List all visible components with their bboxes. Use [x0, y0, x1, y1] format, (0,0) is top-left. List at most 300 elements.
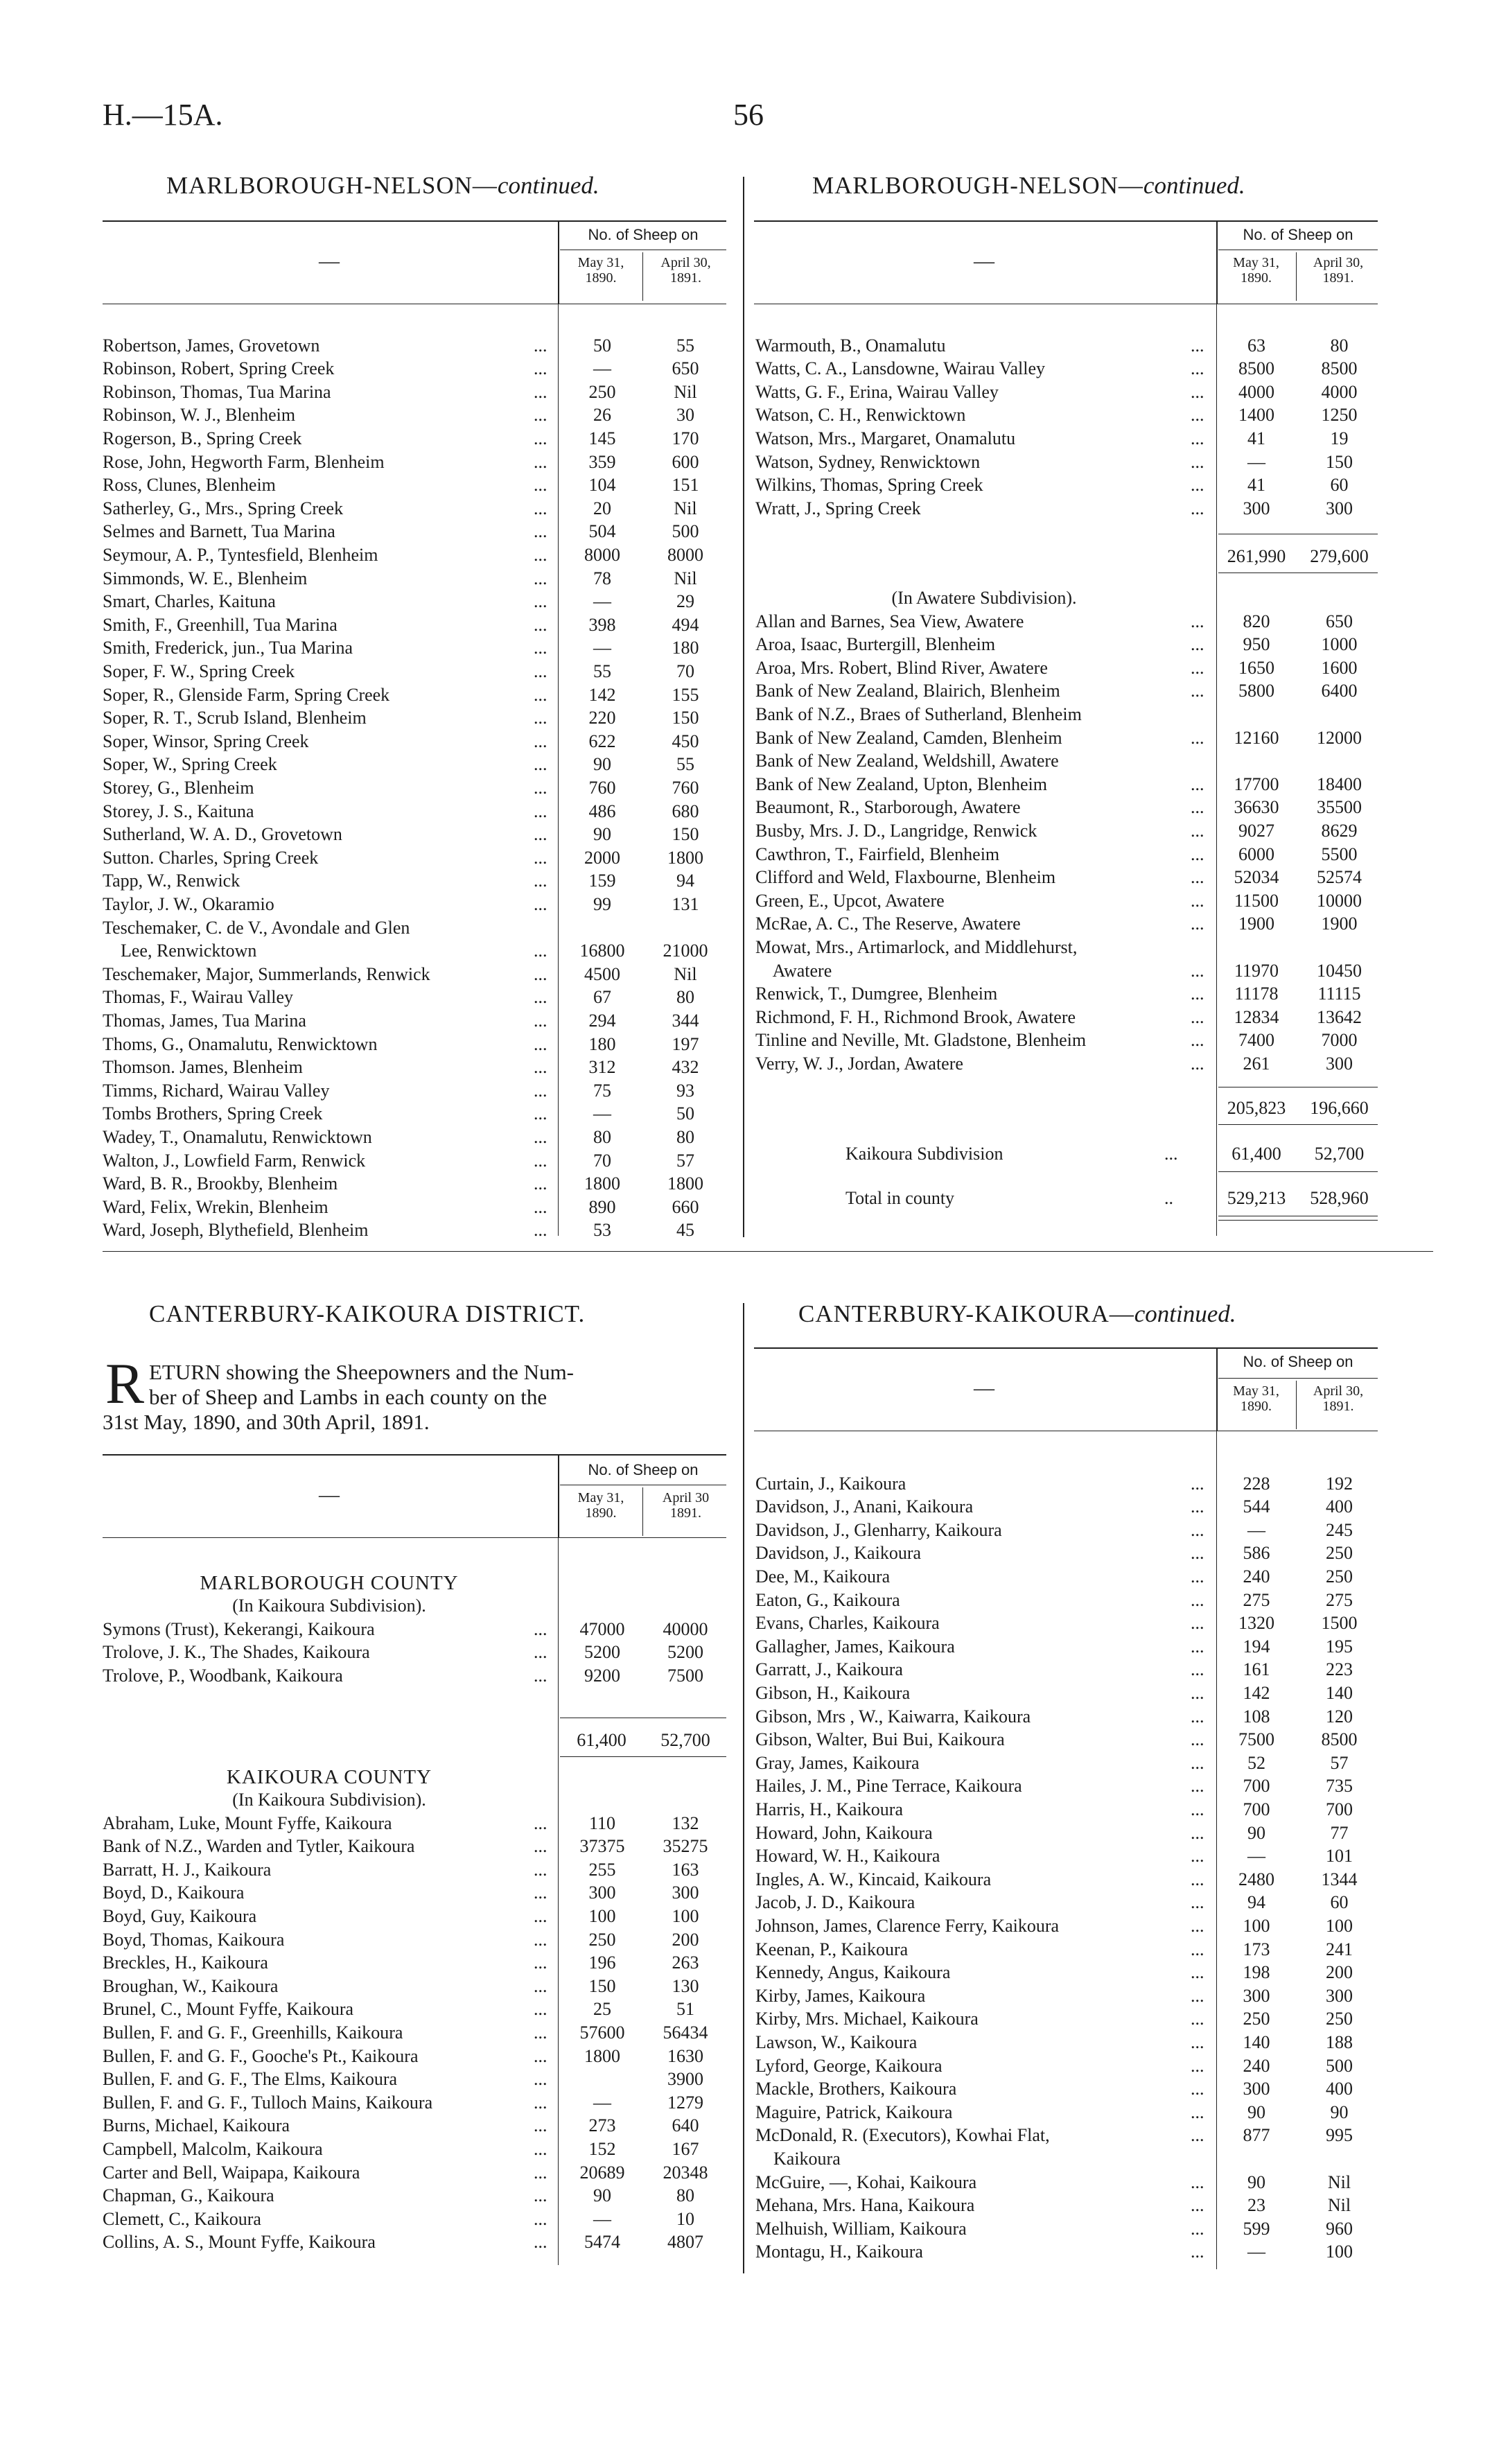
- table-row: [755, 843, 1379, 866]
- count-1891: 13642: [1317, 1006, 1362, 1027]
- table-row: [755, 796, 1379, 819]
- table-row: [103, 1998, 726, 2021]
- leader-dots: ...: [534, 591, 547, 612]
- count-1891: 19: [1330, 428, 1349, 448]
- count-1891: 80: [676, 1126, 694, 1147]
- count-1891: 5500: [1321, 844, 1358, 864]
- owner-name: Busby, Mrs. J. D., Langridge, Renwick: [755, 820, 1037, 841]
- count-1891: 100: [672, 1905, 699, 1926]
- intro-line-3: 31st May, 1890, and 30th April, 1891.: [103, 1410, 430, 1434]
- count-1891: 700: [1326, 1799, 1353, 1819]
- owner-name: Ward, Joseph, Blythefield, Blenheim: [103, 1220, 369, 1241]
- count-1890: 161: [1243, 1659, 1270, 1680]
- count-1890: 55: [593, 661, 611, 681]
- owner-name: Ward, B. R., Brookby, Blenheim: [103, 1173, 338, 1194]
- owner-name: Kirby, Mrs. Michael, Kaikoura: [755, 2009, 979, 2029]
- owner-name: Chapman, G., Kaikoura: [103, 2185, 274, 2206]
- rule: [1218, 1124, 1378, 1125]
- count-1890: 20: [593, 498, 611, 518]
- table-row: [103, 707, 726, 730]
- count-1891: 52574: [1317, 867, 1362, 888]
- rule: [558, 1454, 559, 1537]
- owner-name: Curtain, J., Kaikoura: [755, 1473, 906, 1494]
- owner-name: Smith, Frederick, jun., Tua Marina: [103, 638, 353, 658]
- owner-name: Davidson, J., Glenharry, Kaikoura: [755, 1519, 1002, 1540]
- leader-dots: ...: [534, 987, 547, 1008]
- count-1891: 344: [672, 1010, 699, 1031]
- leader-dots: ...: [1191, 2242, 1204, 2262]
- owner-name: Gibson, Mrs , W., Kaiwarra, Kaikoura: [755, 1706, 1031, 1727]
- count-1891: 8500: [1321, 358, 1358, 379]
- table-row: [755, 2147, 1379, 2170]
- count-1891: 5200: [667, 1642, 703, 1663]
- table-row: [755, 1961, 1379, 1984]
- count-1891: 20348: [663, 2162, 708, 2183]
- count-1890: 173: [1243, 1939, 1270, 1959]
- table-row: [103, 1882, 726, 1905]
- owner-name: Teschemaker, C. de V., Avondale and Glen: [103, 917, 410, 938]
- owner-name: Hailes, J. M., Pine Terrace, Kaikoura: [755, 1776, 1022, 1797]
- leader-dots: ...: [1191, 657, 1204, 678]
- rule: [103, 1454, 726, 1456]
- table-row: [103, 334, 726, 357]
- leader-dots: ...: [534, 2045, 547, 2066]
- owner-name: Wratt, J., Spring Creek: [755, 498, 921, 518]
- owner-name: Ross, Clunes, Blenheim: [103, 475, 276, 496]
- owner-name: Soper, F. W., Spring Creek: [103, 661, 295, 681]
- table-row: [103, 846, 726, 869]
- count-1890: 78: [593, 568, 611, 588]
- leader-dots: ...: [534, 661, 547, 681]
- table-row: [755, 2008, 1379, 2031]
- count-1891: 4807: [667, 2232, 703, 2253]
- leader-dots: ...: [534, 1103, 547, 1124]
- count-1891: 1250: [1321, 405, 1358, 426]
- owner-name: Robertson, James, Grovetown: [103, 335, 320, 356]
- owner-name: Davidson, J., Anani, Kaikoura: [755, 1496, 974, 1517]
- owner-name: Keenan, P., Kaikoura: [755, 1939, 909, 1959]
- owner-name: Timms, Richard, Wairau Valley: [103, 1080, 330, 1101]
- count-1891: 60: [1330, 475, 1349, 496]
- owner-name: Bank of New Zealand, Camden, Blenheim: [755, 727, 1062, 748]
- table-row: [755, 2101, 1379, 2124]
- leader-dots: ...: [534, 2138, 547, 2159]
- leader-dots: ...: [1191, 1682, 1204, 1703]
- count-1891: 57: [1330, 1752, 1349, 1773]
- table-row: [103, 2068, 726, 2091]
- count-1890: 760: [588, 777, 616, 798]
- count-1891: 494: [672, 614, 699, 635]
- count-1891: 640: [672, 2115, 699, 2136]
- count-1890: 2480: [1238, 1869, 1274, 1889]
- owner-name: Gray, James, Kaikoura: [755, 1752, 920, 1773]
- right-bottom-header-col2: April 30, 1891.: [1313, 1383, 1364, 1414]
- leader-dots: ...: [534, 801, 547, 821]
- rule: [754, 1347, 1378, 1349]
- count-1891: 760: [672, 777, 699, 798]
- leader-dots: ...: [1191, 475, 1204, 496]
- right-top-header-dash: —: [974, 250, 994, 272]
- count-1890: —: [593, 638, 611, 658]
- leader-dots: ...: [1191, 1892, 1204, 1913]
- leader-dots: ...: [534, 708, 547, 728]
- table-row: [103, 2021, 726, 2044]
- owner-name: Thomas, F., Wairau Valley: [103, 987, 294, 1008]
- owner-name: Wilkins, Thomas, Spring Creek: [755, 475, 983, 496]
- leader-dots: ...: [534, 1812, 547, 1833]
- leader-dots: ...: [1191, 2218, 1204, 2239]
- table-row: [755, 1775, 1379, 1798]
- count-1890: 108: [1243, 1706, 1270, 1727]
- count-1890: 599: [1243, 2218, 1270, 2239]
- count-1891: 150: [1326, 451, 1353, 472]
- table-row: [103, 1905, 726, 1928]
- leader-dots: ...: [1191, 1869, 1204, 1889]
- leader-dots: ...: [1191, 867, 1204, 888]
- count-1890: 52: [1247, 1752, 1265, 1773]
- count-1890: 250: [588, 1929, 616, 1950]
- kaikoura-county-sub: (In Kaikoura Subdivision).: [232, 1790, 426, 1810]
- table-row: [755, 889, 1379, 912]
- owner-name: Rose, John, Hegworth Farm, Blenheim: [103, 451, 385, 472]
- count-1890: 312: [588, 1057, 616, 1078]
- count-1891: 995: [1326, 2125, 1353, 2146]
- count-1890: 486: [588, 801, 616, 821]
- count-1891: 400: [1326, 2079, 1353, 2099]
- table-row: [755, 474, 1379, 497]
- table-row: [755, 1681, 1379, 1704]
- owner-name: Satherley, G., Mrs., Spring Creek: [103, 498, 344, 518]
- table-row: [755, 726, 1379, 749]
- table-row: [103, 1009, 726, 1032]
- left-bottom-header-col1: May 31, 1890.: [577, 1490, 624, 1521]
- count-1891: 8000: [667, 544, 703, 565]
- leader-dots: ...: [1191, 1915, 1204, 1936]
- owner-name: Watson, Sydney, Renwicktown: [755, 451, 981, 472]
- count-1891: 432: [672, 1057, 699, 1078]
- leader-dots: ...: [1191, 727, 1204, 748]
- table-row: [755, 334, 1379, 357]
- count-1890: 80: [593, 1126, 611, 1147]
- count-1890: 11970: [1234, 960, 1279, 981]
- table-row: [103, 1975, 726, 1998]
- leader-dots: ...: [1191, 358, 1204, 379]
- count-1890: 261: [1243, 1053, 1270, 1074]
- right-top-header-group: No. of Sheep on: [1243, 226, 1353, 243]
- leader-dots: ...: [1191, 1496, 1204, 1517]
- count-1891: 300: [672, 1882, 699, 1903]
- rule: [1218, 1378, 1378, 1379]
- right-bottom-header-group: No. of Sheep on: [1243, 1353, 1353, 1370]
- count-1891: 151: [672, 475, 699, 496]
- count-1891: 735: [1326, 1776, 1353, 1797]
- count-1891: Nil: [674, 498, 697, 518]
- table-row: [755, 1845, 1379, 1868]
- count-1890: 12160: [1234, 727, 1279, 748]
- count-1890: 890: [588, 1196, 616, 1217]
- table-row: [103, 1126, 726, 1148]
- leader-dots: ...: [1191, 405, 1204, 426]
- owner-name: McRae, A. C., The Reserve, Awatere: [755, 914, 1021, 934]
- count-1890: 504: [588, 521, 616, 542]
- count-1890: 275: [1243, 1589, 1270, 1610]
- table-row: [755, 2031, 1379, 2054]
- table-row: [103, 2208, 726, 2230]
- owner-name: Storey, J. S., Kaituna: [103, 801, 254, 821]
- right-bottom-title: CANTERBURY-KAIKOURA—continued.: [798, 1300, 1236, 1327]
- count-1890: 2000: [584, 847, 620, 868]
- owner-name: Bank of N.Z., Braes of Sutherland, Blenheim: [755, 704, 1082, 724]
- count-1890: 586: [1243, 1543, 1270, 1564]
- count-1891: 223: [1326, 1659, 1353, 1680]
- table-row: [755, 1914, 1379, 1937]
- count-1890: 300: [1243, 2079, 1270, 2099]
- count-1891: 80: [676, 987, 694, 1008]
- count-1890: 7500: [1238, 1729, 1274, 1750]
- table-row: [755, 936, 1379, 959]
- owner-name: Dee, M., Kaikoura: [755, 1566, 891, 1587]
- count-1891: 163: [672, 1859, 699, 1880]
- count-1891: 300: [1326, 498, 1353, 518]
- count-1891: 45: [676, 1220, 694, 1241]
- count-1890: 52034: [1234, 867, 1279, 888]
- count-1890: 7400: [1238, 1030, 1274, 1051]
- leader-dots: ...: [1191, 428, 1204, 448]
- count-1891: 650: [672, 358, 699, 379]
- count-1890: 300: [1243, 1985, 1270, 2006]
- left-bottom-title: CANTERBURY-KAIKOURA DISTRICT.: [149, 1300, 586, 1327]
- table-row: [103, 1173, 726, 1196]
- table-row: [103, 567, 726, 590]
- leader-dots: ...: [534, 2232, 547, 2253]
- count-1891: 80: [1330, 335, 1349, 356]
- owner-name: Sutton. Charles, Spring Creek: [103, 847, 319, 868]
- leader-dots: ...: [1191, 1473, 1204, 1494]
- leader-dots: ...: [534, 2092, 547, 2113]
- leader-dots: ...: [534, 1618, 547, 1639]
- table-row: [103, 2045, 726, 2068]
- table-row: [755, 1891, 1379, 1914]
- owner-name: Davidson, J., Kaikoura: [755, 1543, 922, 1564]
- count-1890: 104: [588, 475, 616, 496]
- count-1890: 240: [1243, 1566, 1270, 1587]
- owner-name: Tapp, W., Renwick: [103, 871, 240, 891]
- table-row: [103, 800, 726, 823]
- count-1890: 142: [1243, 1682, 1270, 1703]
- count-1890: 220: [588, 708, 616, 728]
- table-row: [755, 703, 1379, 726]
- owner-name: Walton, J., Lowfield Farm, Renwick: [103, 1150, 366, 1171]
- count-1891: 10000: [1317, 890, 1362, 911]
- leader-dots: ...: [1191, 1962, 1204, 1983]
- count-1890: 359: [588, 451, 616, 472]
- count-1890: 57600: [579, 2022, 625, 2043]
- count-1891: 55: [676, 335, 694, 356]
- table-row: [103, 427, 726, 450]
- owner-name: Mackle, Brothers, Kaikoura: [755, 2079, 957, 2099]
- left-top-title: MARLBOROUGH-NELSON—continued.: [166, 172, 599, 199]
- leader-dots: ...: [534, 1642, 547, 1663]
- leader-dots: ...: [534, 1150, 547, 1171]
- column-divider-top: [743, 177, 744, 1237]
- table-row: [755, 1635, 1379, 1658]
- count-1890: 140: [1243, 2032, 1270, 2052]
- leader-dots: ...: [1191, 844, 1204, 864]
- left-bottom-header-group: No. of Sheep on: [588, 1461, 699, 1478]
- count-1891: 1000: [1321, 634, 1358, 655]
- count-1890: 70: [593, 1150, 611, 1171]
- leader-dots: ...: [534, 731, 547, 751]
- count-1890: —: [593, 2208, 611, 2229]
- count-1890: 25: [593, 1999, 611, 2020]
- count-1890: 300: [588, 1882, 616, 1903]
- count-1890: 90: [1247, 2102, 1265, 2122]
- leader-dots: ...: [1191, 2055, 1204, 2076]
- table-row: [103, 591, 726, 613]
- table-row: [755, 2241, 1379, 2264]
- count-1891: 300: [1326, 1985, 1353, 2006]
- owner-name: Broughan, W., Kaikoura: [103, 1975, 279, 1996]
- table-row: [755, 1612, 1379, 1635]
- count-1891: 660: [672, 1196, 699, 1217]
- leader-dots: ...: [534, 871, 547, 891]
- table-row: [755, 1868, 1379, 1891]
- count-1890: 47000: [579, 1618, 625, 1639]
- owner-name: Renwick, T., Dumgree, Blenheim: [755, 984, 998, 1004]
- table-row: [103, 497, 726, 520]
- table-row: [103, 916, 726, 939]
- count-1890: 17700: [1234, 774, 1279, 794]
- leader-dots: ...: [1191, 335, 1204, 356]
- count-1890: 700: [1243, 1799, 1270, 1819]
- leader-dots: ...: [534, 1882, 547, 1903]
- table-row: [755, 358, 1379, 381]
- owner-name: McDonald, R. (Executors), Kowhai Flat,: [755, 2125, 1050, 2146]
- table-row: [103, 2091, 726, 2114]
- rule: [560, 1756, 726, 1757]
- count-1891: Nil: [674, 568, 697, 588]
- count-1890: 8000: [584, 544, 620, 565]
- table-row: [103, 1056, 726, 1079]
- owner-name: Sutherland, W. A. D., Grovetown: [103, 824, 342, 845]
- count-1890: 196: [588, 1952, 616, 1973]
- table-row: [103, 753, 726, 776]
- owner-name: Allan and Barnes, Sea View, Awatere: [755, 611, 1024, 631]
- leader-dots: ...: [534, 1665, 547, 1686]
- count-1891: 77: [1330, 1822, 1349, 1843]
- count-1890: 99: [593, 893, 611, 914]
- count-1890: 110: [588, 1812, 616, 1833]
- owner-name: Burns, Michael, Kaikoura: [103, 2115, 290, 2136]
- table-row: [755, 1589, 1379, 1611]
- leader-dots: ...: [534, 568, 547, 588]
- leader-dots: ...: [534, 777, 547, 798]
- owner-name: Montagu, H., Kaikoura: [755, 2242, 923, 2262]
- owner-name: Wadey, T., Onamalutu, Renwicktown: [103, 1126, 372, 1147]
- count-1891: 29: [676, 591, 694, 612]
- leader-dots: ...: [1191, 960, 1204, 981]
- leader-dots: ...: [534, 2208, 547, 2229]
- count-1890: 90: [593, 824, 611, 845]
- count-1890: 90: [593, 754, 611, 775]
- count-1891: 80: [676, 2185, 694, 2206]
- count-1891: 197: [672, 1033, 699, 1054]
- table-row: [103, 870, 726, 893]
- count-1891: 18400: [1317, 774, 1362, 794]
- leader-dots: ...: [1191, 1729, 1204, 1750]
- leader-dots: ...: [1191, 2102, 1204, 2122]
- count-1891: 60: [1330, 1892, 1349, 1913]
- count-1891: 650: [1326, 611, 1353, 631]
- count-1891: 450: [672, 731, 699, 751]
- count-1890: 11500: [1234, 890, 1279, 911]
- count-1891: 8500: [1321, 1729, 1358, 1750]
- count-1890: 6000: [1238, 844, 1274, 864]
- owner-name: Ward, Felix, Wrekin, Blenheim: [103, 1196, 328, 1217]
- count-1891: 70: [676, 661, 694, 681]
- rule: [754, 220, 1378, 222]
- count-1890: 1800: [584, 2045, 620, 2066]
- leader-dots: ...: [534, 1952, 547, 1973]
- count-1891: 130: [672, 1975, 699, 1996]
- leader-dots: ...: [1191, 984, 1204, 1004]
- owner-name: Bullen, F. and G. F., Gooche's Pt., Kaikoura: [103, 2045, 419, 2066]
- leader-dots: ...: [534, 1196, 547, 1217]
- leader-dots: ...: [1191, 1053, 1204, 1074]
- count-1891: 195: [1326, 1636, 1353, 1657]
- leader-dots: ...: [1191, 1939, 1204, 1959]
- count-1890: 1800: [584, 1173, 620, 1194]
- count-1890: 5800: [1238, 681, 1274, 701]
- count-1891: 10450: [1317, 960, 1362, 981]
- count-1890: 700: [1243, 1776, 1270, 1797]
- count-1890: 159: [588, 871, 616, 891]
- leader-dots: ...: [534, 1836, 547, 1857]
- count-1891: 150: [672, 708, 699, 728]
- owner-name: Bullen, F. and G. F., Greenhills, Kaikoura: [103, 2022, 403, 2043]
- count-1890: 142: [588, 684, 616, 705]
- count-1890: 1900: [1238, 914, 1274, 934]
- owner-name: Howard, W. H., Kaikoura: [755, 1846, 940, 1867]
- owner-name: Eaton, G., Kaikoura: [755, 1589, 900, 1610]
- rule: [558, 220, 559, 304]
- owner-name: Barratt, H. J., Kaikoura: [103, 1859, 272, 1880]
- leader-dots: ...: [1191, 1985, 1204, 2006]
- count-1890: 8500: [1238, 358, 1274, 379]
- count-1890: 150: [588, 1975, 616, 1996]
- count-1891: 250: [1326, 2009, 1353, 2029]
- owner-name: Robinson, Thomas, Tua Marina: [103, 381, 331, 402]
- owner-name: Breckles, H., Kaikoura: [103, 1952, 268, 1973]
- leader-dots: ...: [534, 544, 547, 565]
- owner-name: Soper, R. T., Scrub Island, Blenheim: [103, 708, 367, 728]
- owner-name: Trolove, P., Woodbank, Kaikoura: [103, 1665, 343, 1686]
- count-1891: 1900: [1321, 914, 1358, 934]
- count-1890: 273: [588, 2115, 616, 2136]
- leader-dots: ...: [1191, 1706, 1204, 1727]
- count-1891: 180: [672, 638, 699, 658]
- count-1891: 93: [676, 1080, 694, 1101]
- table-row: [103, 776, 726, 799]
- count-1891: 241: [1326, 1939, 1353, 1959]
- rule: [1296, 1381, 1297, 1429]
- owner-name: Soper, W., Spring Creek: [103, 754, 277, 775]
- table-row: [103, 2138, 726, 2160]
- leader-dots: ...: [1191, 1030, 1204, 1051]
- count-1890: 294: [588, 1010, 616, 1031]
- count-1891: 192: [1326, 1473, 1353, 1494]
- count-1890: 94: [1247, 1892, 1265, 1913]
